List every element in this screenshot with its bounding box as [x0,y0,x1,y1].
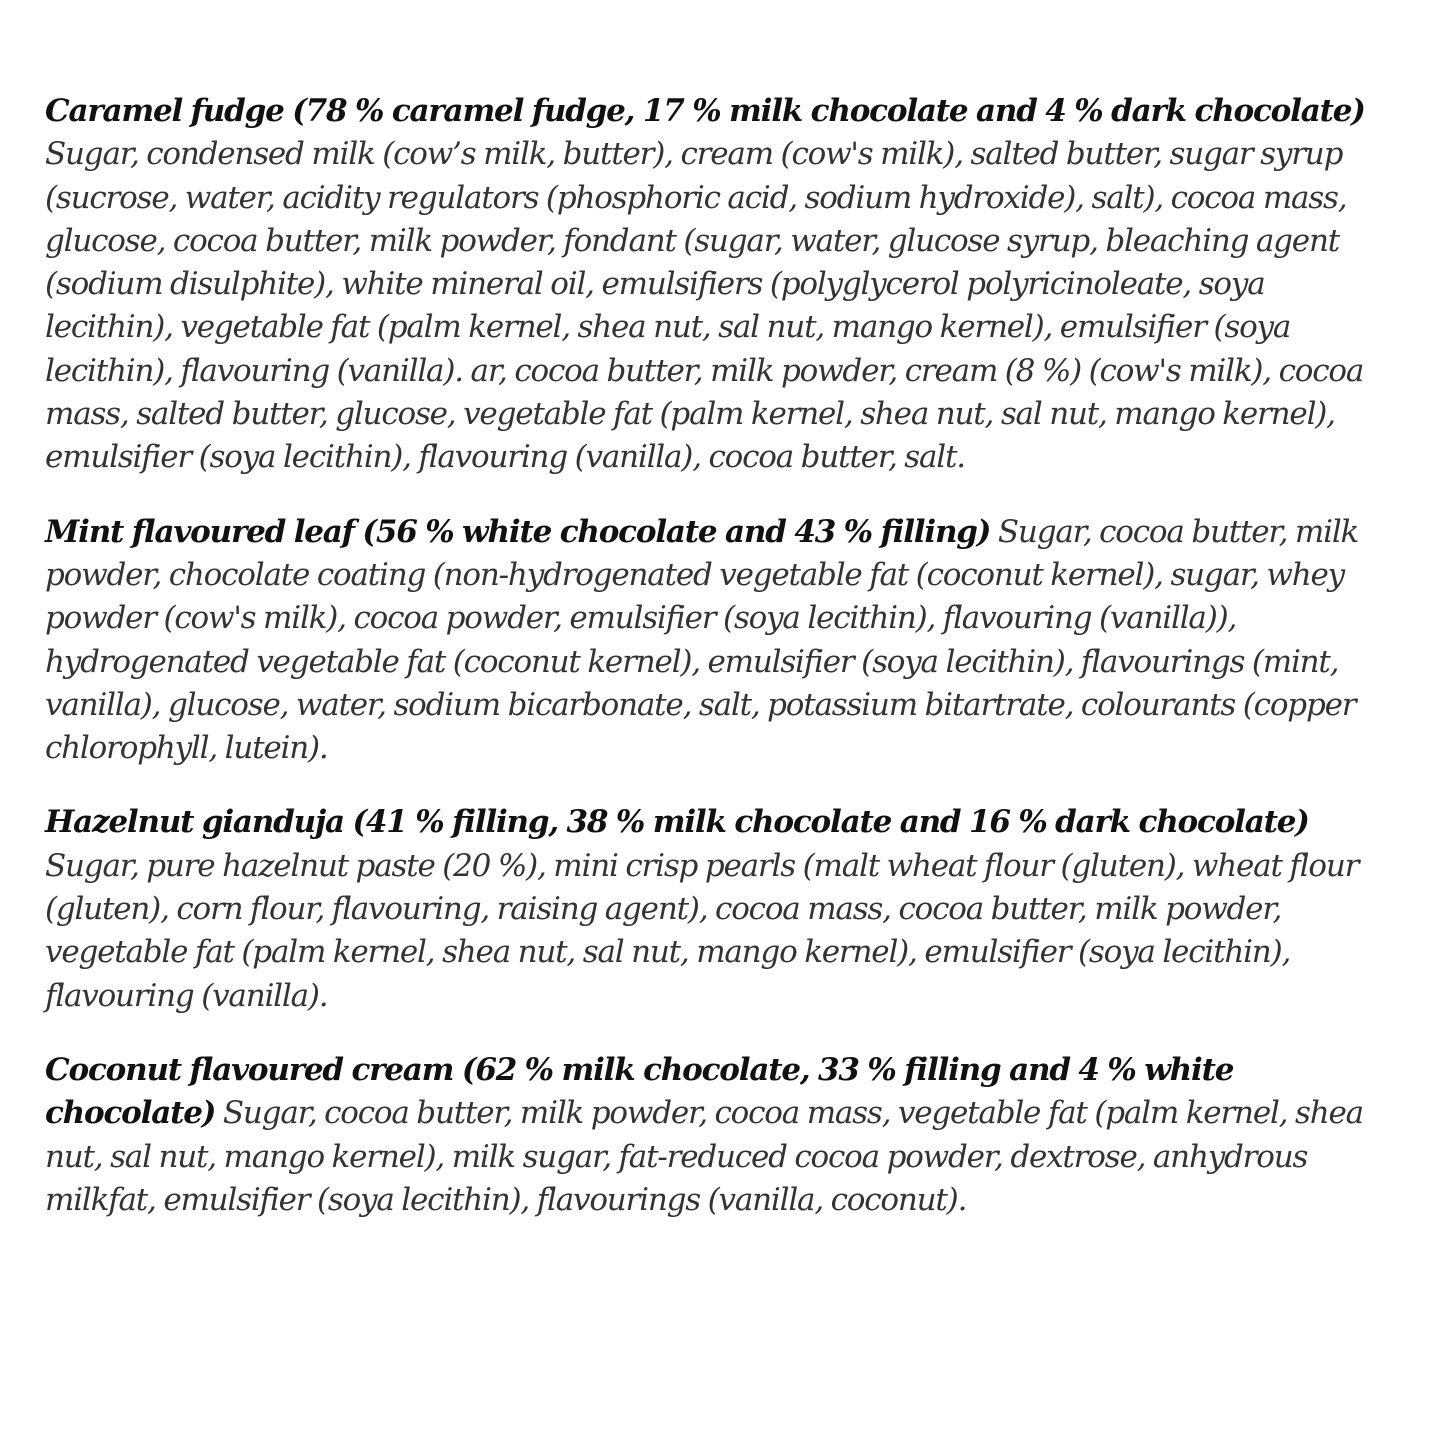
section-heading: Mint flavoured leaf (56 % white chocolate and 43 % filling) [45,513,991,550]
section-mint-flavoured-leaf [45,511,1395,771]
section-ingredients: Sugar, condensed milk (cow’s milk, butter), cream (cow's milk), salted butter, sugar syrup (sucrose, water, acidity regulators (phosphoric acid, sodium hydroxide), salt), cocoa mass, glucose, cocoa butter, milk powder, fondant (sugar, water, glucose syrup, bleaching agent (sodium disulphite), white mineral oil, emulsifiers (polyglycerol polyricinoleate, soya lecithin), vegetable fat (palm kernel, shea nut, sal nut, mango kernel), emulsifier (soya lecithin), flavouring (vanilla). ar, cocoa butter, milk powder, cream (8 %) (cow's milk), cocoa mass, salted butter, glucose, vegetable fat (palm kernel, shea nut, sal nut, mango kernel), emulsifier (soya lecithin), flavouring (vanilla), cocoa butter, salt. [45,136,1364,476]
section-heading: Hazelnut gianduja (41 % filling, 38 % milk chocolate and 16 % dark chocolate) [45,804,1309,841]
section-caramel-fudge [45,90,1395,480]
section-coconut-flavoured-cream [45,1049,1395,1222]
ingredients-document [45,90,1395,1253]
section-ingredients: Sugar, cocoa butter, milk powder, cocoa mass, vegetable fat (palm kernel, shea nut, sal nut, mango kernel), milk sugar, fat-reduced cocoa powder, dextrose, anhydrous milkfat, emulsifier (soya lecithin), flavourings (vanilla, coconut). [45,1095,1363,1218]
section-ingredients: Sugar, cocoa butter, milk powder, chocolate coating (non-hydrogenated vegetable fat (coconut kernel), sugar, whey powder (cow's milk), cocoa powder, emulsifier (soya lecithin), flavouring (vanilla)), hydrogenated vegetable fat (coconut kernel), emulsifier (soya lecithin), flavourings (mint, vanilla), glucose, water, sodium bicarbonate, salt, potassium bitartrate, colourants (copper chlorophyll, lutein). [45,513,1359,767]
section-heading: Caramel fudge (78 % caramel fudge, 17 % milk chocolate and 4 % dark chocolate) [45,93,1365,129]
section-ingredients: Sugar, pure hazelnut paste (20 %), mini crisp pearls (malt wheat flour (gluten), wheat flour (gluten), corn flour, flavouring, raising agent), cocoa mass, cocoa butter, milk powder, vegetable fat (palm kernel, shea nut, sal nut, mango kernel), emulsifier (soya lecithin), flavouring (vanilla). [45,847,1359,1014]
section-heading: Coconut flavoured cream (62 % milk chocolate, 33 % filling and 4 % white chocolate) [45,1051,1234,1132]
section-hazelnut-gianduja [45,801,1395,1017]
